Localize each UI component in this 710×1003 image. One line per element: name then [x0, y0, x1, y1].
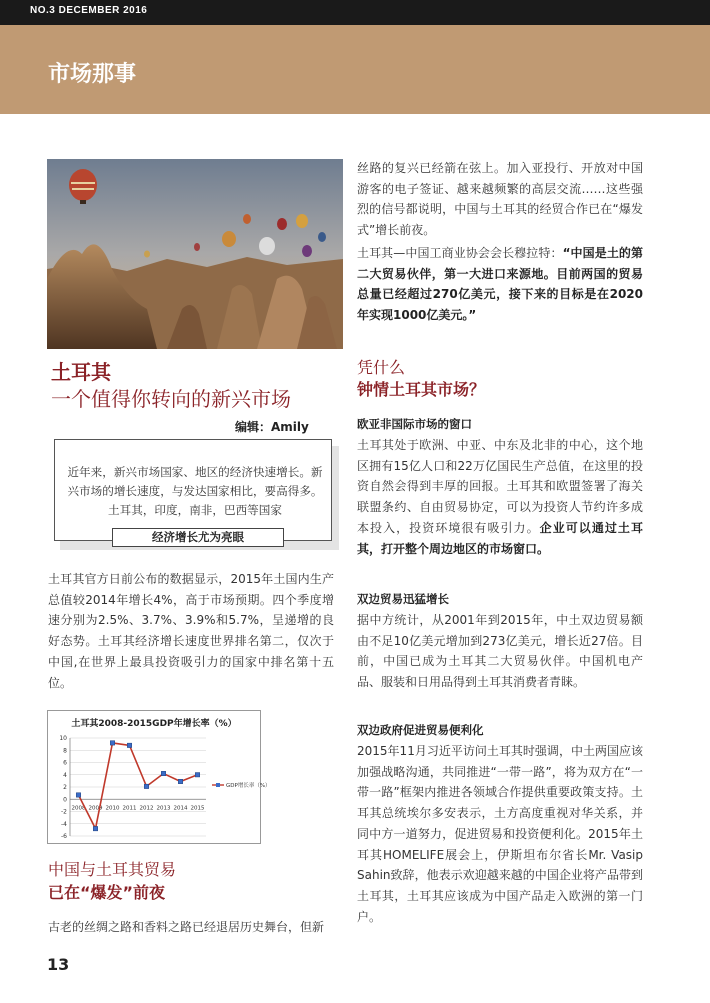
data-point: [127, 743, 131, 747]
quote-line: 近年来，新兴市场国家、地区的经济快速增长。新: [67, 465, 323, 479]
issue-label: NO.3 DECEMBER 2016: [30, 5, 148, 16]
legend-label: GDP增长率（%）: [226, 783, 271, 789]
section-title: 市场那事: [48, 62, 137, 87]
editor-credit: 编辑：Amily: [235, 420, 309, 434]
subhead-china-turkey: 中国与土耳其贸易: [48, 860, 177, 879]
x-tick-label: 2010: [105, 805, 120, 812]
bilateral-trade-paragraph: 据中方统计，从2001年到2015年，中土双边贸易额由不足10亿美元增加到273亿美元，增长近27倍。目前，中国已成为土耳其二大贸易伙伴。中国机电产品、服装和日用品得到土耳其消费者青睐。: [357, 613, 643, 690]
x-tick-label: 2014: [173, 805, 188, 812]
quote-statement: “中国是土的第二大贸易伙伴，第一大进口来源地。目前两国的贸易总量已经超过270亿美元，接下来的目标是在2020年实现1000亿美元。”: [357, 246, 643, 323]
trade-facilitation-paragraph: 2015年11月习近平访问土耳其时强调，中土两国应该加强战略沟通，共同推进“一带一路”，将为双方在“一带一路”框架内推进各领域合作提供重要政策支持。土耳其总统埃尔多安表示，土方高度重视对华关系，并同中方一道努力，促进贸易和投资便利化。2015年土耳其HOMELIFE展会上，伊斯坦布尔省长Mr. Vasip Sahin致辞，他表示欢迎越来越的中国企业将产品带到土耳其，土耳其应该成为中国产品走入欧洲的第一门户。: [357, 744, 643, 924]
chart-plot: [48, 711, 271, 843]
market-window-bold: 企业可以通过土耳其，打开整个周边地区的市场窗口。: [357, 520, 643, 556]
x-tick-label: 2012: [139, 805, 154, 812]
y-tick-label: 6: [63, 759, 67, 767]
x-tick-label: 2011: [122, 805, 137, 812]
chart-title: 土耳其2008-2015GDP年增长率（%）: [71, 719, 237, 729]
intro-paragraph: 土耳其官方日前公布的数据显示，2015年土国内生产总值较2014年增长4%，高于市场预期。四个季度增速分别为2.5%、3.7%、3.9%和5.7%，呈递增的良好态势。土耳其经济增长速度世界排名第二，仅次于中国,在世界上最具投资吸引力的国家中排名第十五位。: [48, 572, 334, 690]
data-point: [178, 779, 182, 783]
y-tick-label: 4: [63, 771, 67, 779]
x-tick-label: 2013: [156, 805, 171, 812]
top-bar: [0, 0, 710, 25]
market-window-text: 土耳其处于欧洲、中亚、中东及北非的中心，这个地区拥有15亿人口和22万亿国民生产总值，在这里的投资自然会得到丰厚的回报。土耳其和欧盟签署了海关联盟条约、自由贸易协定，可以为投资人节约许多成本投入，投资环境很有吸引力。: [357, 438, 643, 535]
quote-label: 经济增长尤为亮眼: [112, 528, 284, 547]
legend-marker: [216, 783, 220, 787]
right-paragraph-1: 丝路的复兴已经箭在弦上。加入亚投行、开放对中国游客的电子签证、越来越频繁的高层交流……这些强烈的信号都说明，中国与土耳其的经贸合作已在“爆发式”增长前夜。: [357, 161, 643, 238]
heading-market-window: 欧亚非国际市场的窗口: [357, 417, 472, 431]
y-tick-label: 2: [63, 784, 67, 791]
gdp-chart: [47, 710, 271, 844]
y-tick-label: 8: [63, 747, 67, 755]
y-tick-label: -6: [61, 833, 67, 840]
series-line: [79, 743, 198, 829]
data-point: [161, 771, 165, 775]
x-tick-label: 2009: [88, 805, 103, 812]
subhead-why: 凭什么: [357, 358, 406, 377]
silk-road-paragraph: 古老的丝绸之路和香料之路已经退居历史舞台，但新: [48, 920, 325, 934]
y-tick-label: -2: [61, 808, 67, 816]
y-tick-label: -4: [61, 820, 67, 828]
heading-trade-facilitation: 双边政府促进贸易便利化: [357, 723, 484, 737]
article-title-sub: 一个值得你转向的新兴市场: [51, 387, 291, 411]
cappadocia-photo: [47, 159, 343, 349]
article-title-main: 土耳其: [51, 360, 111, 384]
data-point: [110, 741, 114, 745]
x-tick-label: 2008: [71, 805, 86, 812]
x-tick-label: 2015: [190, 805, 205, 812]
quote-attribution: 土耳其—中国工商业协会会长穆拉特：: [357, 246, 563, 260]
data-point: [195, 773, 199, 777]
quote-text: [58, 463, 332, 520]
subhead-turkey-market: 钟情土耳其市场？: [357, 380, 486, 399]
data-point: [93, 826, 97, 830]
y-tick-label: 10: [59, 735, 67, 742]
heading-bilateral-trade: 双边贸易迅猛增长: [357, 592, 449, 606]
market-window-paragraph: [357, 435, 643, 559]
y-tick-label: 0: [63, 796, 67, 804]
page-number: 13: [47, 955, 70, 974]
data-point: [144, 784, 148, 788]
right-paragraph-2: [357, 243, 643, 326]
data-point: [76, 793, 80, 797]
quote-line: 土耳其，印度，南非，巴西等国家: [108, 503, 282, 517]
subhead-eve-of-boom: 已在“爆发”前夜: [48, 883, 166, 902]
quote-line: 兴市场的增长速度，与发达国家相比，要高得多。: [67, 484, 323, 498]
